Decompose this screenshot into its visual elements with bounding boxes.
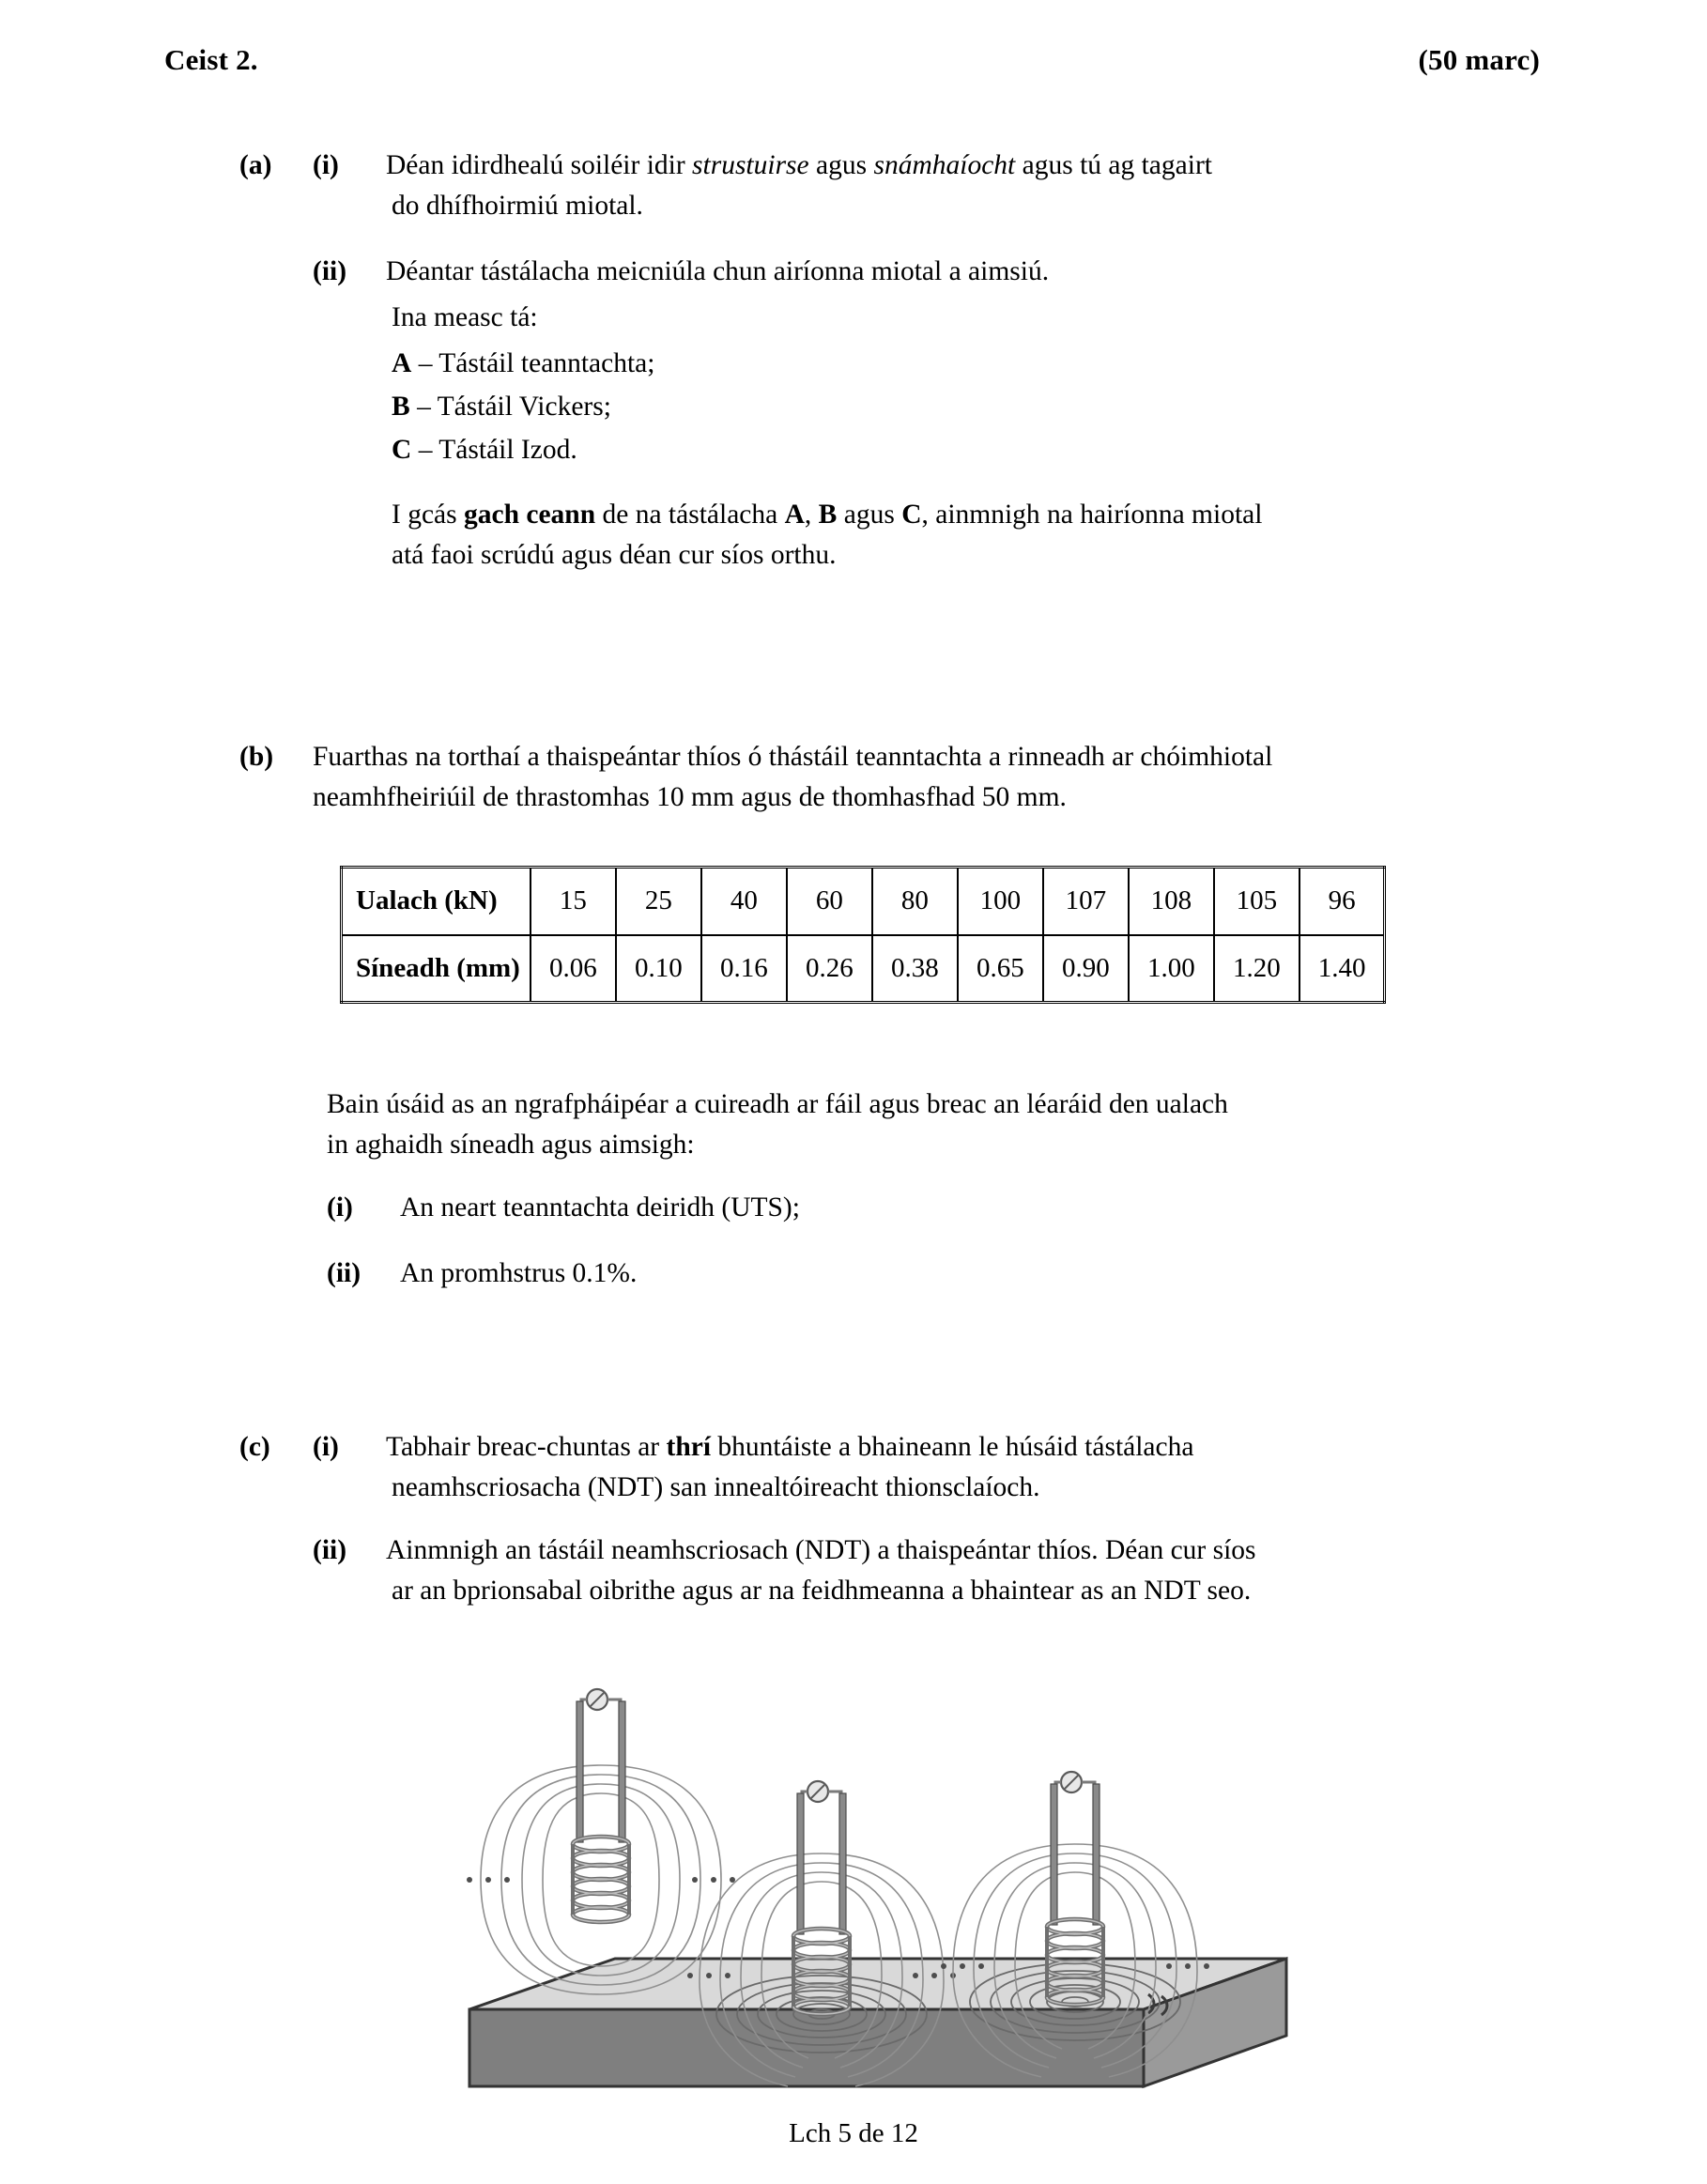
part-a-i-line2: do dhífhoirmiú miotal. (392, 191, 643, 222)
text-mid: agus (808, 150, 874, 180)
test-item-c (392, 430, 1552, 470)
page-footer (0, 2118, 1707, 2149)
part-c-i-label: (i) (313, 1432, 339, 1462)
table-row-extension (342, 935, 1385, 1003)
load-cell-2: 25 (616, 868, 701, 935)
closing-post: , ainmnigh na hairíonna miotal (921, 500, 1263, 531)
load-cell-4: 60 (787, 868, 872, 935)
closing-ref-a: A (784, 500, 805, 531)
page-header (164, 43, 1540, 77)
ext-cell-1: 0.06 (531, 935, 616, 1003)
ext-cell-6: 0.65 (958, 935, 1043, 1003)
text-post: agus tú ag tagairt (1015, 150, 1212, 180)
closing-mid: de na tástálacha (595, 500, 785, 531)
closing-sep1: , (804, 500, 819, 531)
ext-cell-2: 0.10 (616, 935, 701, 1003)
load-cell-6: 100 (958, 868, 1043, 935)
tensile-results-table (340, 866, 1386, 1004)
part-c-ii (313, 1530, 1561, 1611)
part-a-i (239, 146, 1545, 226)
emphasis-snamhaiocht: snámhaíocht (873, 150, 1016, 180)
part-a-label: (a) (239, 150, 272, 180)
part-a-ii-closing (392, 495, 1552, 576)
part-b-after-line1: Bain úsáid as an ngrafpháipéar a cuireadh ar fáil agus breac an léaráid den ualach (327, 1089, 1228, 1119)
part-b-label: (b) (239, 742, 274, 772)
part-a-i-text (386, 146, 1545, 226)
part-b-after-line2: in aghaidh síneadh agus aimsigh: (327, 1130, 695, 1161)
test-letter-b: B (392, 392, 410, 423)
probe-1-in-air (467, 1689, 735, 1994)
part-c-i-line1 (386, 1427, 1554, 1468)
part-c-i-line2: neamhscriosacha (NDT) san innealtóireacht thionsclaíoch. (392, 1472, 1040, 1503)
part-a-i-line1 (386, 150, 1212, 180)
test-text-a: – Tástáil teanntachta; (411, 348, 655, 379)
ext-cell-5: 0.38 (872, 935, 958, 1003)
closing-ref-c: C (901, 500, 922, 531)
row-header-load: Ualach (kN) (342, 868, 531, 935)
part-b-ii (327, 1253, 1547, 1294)
ext-cell-3: 0.16 (701, 935, 787, 1003)
part-b-line1: Fuarthas na torthaí a thaispeántar thíos ó thástáil teanntachta a rinneadh ar chóimhiotal (313, 742, 1273, 772)
part-b-line2: neamhfheiriúil de thrastomhas 10 mm agus de thomhasfhad 50 mm. (313, 782, 1067, 813)
part-b-i-text: An neart teanntachta deiridh (UTS); (400, 1192, 800, 1223)
load-cell-10: 96 (1299, 868, 1385, 935)
closing-ref-b: B (818, 500, 838, 531)
load-cell-8: 108 (1129, 868, 1214, 935)
part-b-instructions (327, 1084, 1547, 1165)
part-b-i (327, 1188, 1547, 1228)
closing-pre: I gcás (392, 500, 464, 531)
part-b-i-label: (i) (327, 1192, 353, 1223)
part-a-ii-line1: Déantar tástálacha meicniúla chun airíonna miotal a aimsiú. (386, 256, 1050, 286)
c-i-pre: Tabhair breac-chuntas ar (386, 1432, 667, 1462)
c-i-bold-thri: thrí (666, 1432, 712, 1462)
marks-label: (50 marc) (1418, 43, 1540, 76)
part-b-ii-label: (ii) (327, 1258, 361, 1288)
part-a-ii-line2: Ina measc tá: (392, 302, 538, 333)
page-title: Ceist 2. (164, 43, 258, 76)
test-text-b: – Tástáil Vickers; (409, 392, 611, 423)
part-c-ii-line2: ar an bprionsabal oibrithe agus ar na feidhmeanna a bhaintear as an NDT seo. (392, 1576, 1252, 1607)
page-number-text: Lch 5 de 12 (789, 2118, 918, 2148)
ext-cell-9: 1.20 (1214, 935, 1299, 1003)
part-c-i (239, 1427, 1554, 1508)
load-cell-1: 15 (531, 868, 616, 935)
text-pre: Déan idirdhealú soiléir idir (386, 150, 693, 180)
part-c-ii-line1: Ainmnigh an tástáil neamhscriosach (NDT) a thaispeántar thíos. Déan cur síos (386, 1535, 1256, 1565)
test-text-c: – Tástáil Izod. (411, 435, 577, 466)
load-cell-9: 105 (1214, 868, 1299, 935)
part-c-label: (c) (239, 1432, 270, 1462)
ext-cell-4: 0.26 (787, 935, 872, 1003)
part-c-ii-label: (ii) (313, 1535, 347, 1565)
part-a-ii (313, 252, 1552, 576)
test-item-a (392, 344, 1552, 384)
test-letter-a: A (392, 348, 412, 379)
eddy-current-test-diagram (441, 1662, 1315, 2150)
emphasis-strustuirse: strustuirse (692, 150, 809, 180)
part-a (239, 146, 1545, 226)
load-cell-5: 80 (872, 868, 958, 935)
ext-cell-7: 0.90 (1043, 935, 1129, 1003)
row-header-extension: Síneadh (mm) (342, 935, 531, 1003)
ext-cell-8: 1.00 (1129, 935, 1214, 1003)
part-a-ii-label: (ii) (313, 256, 347, 286)
closing-sep2: agus (837, 500, 902, 531)
ext-cell-10: 1.40 (1299, 935, 1385, 1003)
test-letter-c: C (392, 435, 412, 466)
part-b-ii-text: An promhstrus 0.1%. (400, 1258, 638, 1288)
part-c (239, 1427, 1554, 1508)
test-item-b (392, 387, 1552, 427)
part-b (239, 737, 1554, 818)
load-cell-3: 40 (701, 868, 787, 935)
part-a-i-label: (i) (313, 150, 339, 180)
closing-line2: atá faoi scrúdú agus déan cur síos orthu. (392, 540, 837, 571)
c-i-post: bhuntáiste a bhaineann le húsáid tástálacha (711, 1432, 1194, 1462)
results-table (340, 866, 1386, 1004)
closing-bold-gach-ceann: gach ceann (464, 500, 596, 531)
load-cell-7: 107 (1043, 868, 1129, 935)
table-row-load (342, 868, 1385, 935)
